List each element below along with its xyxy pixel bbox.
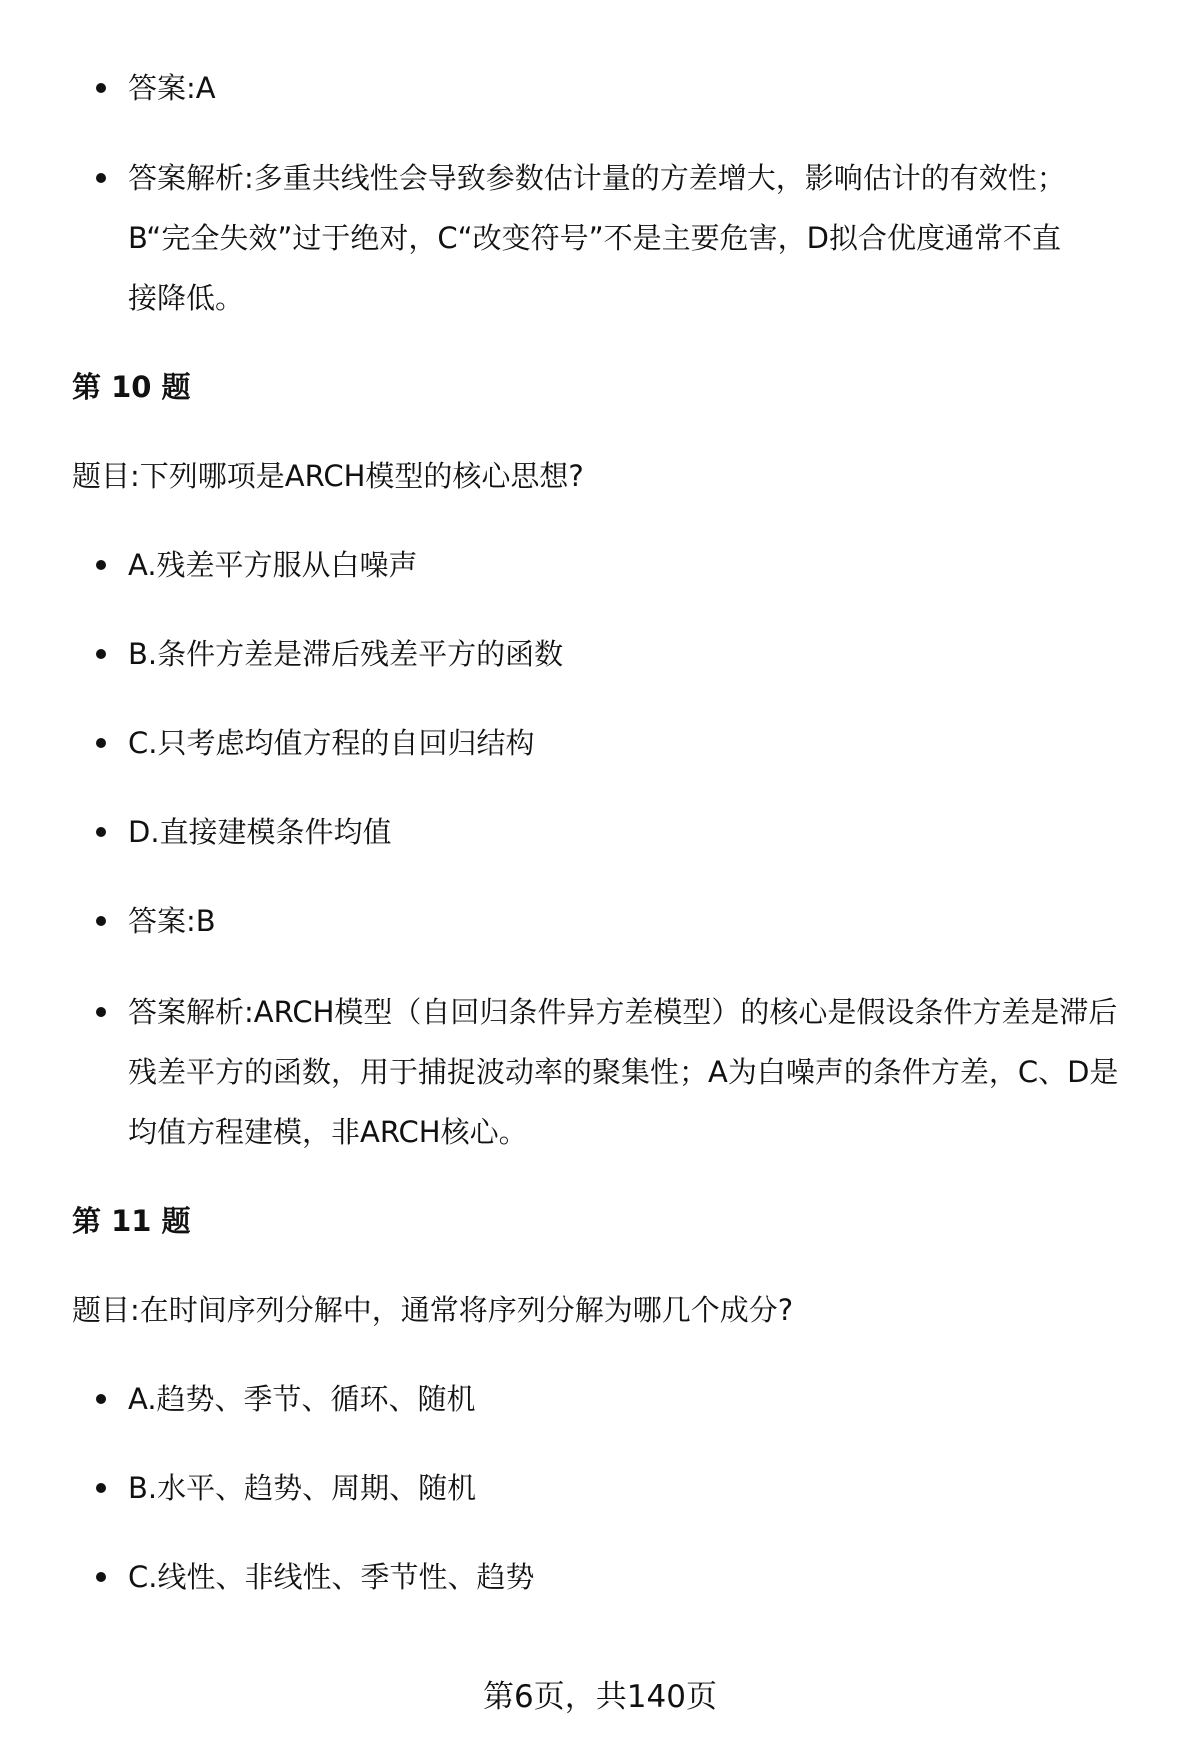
bullet-icon xyxy=(96,1007,106,1017)
bullet-icon xyxy=(96,83,106,93)
q10-option-b xyxy=(96,624,1156,684)
q10-option-c xyxy=(96,713,1156,773)
bullet-icon xyxy=(96,738,106,748)
prev-answer-item xyxy=(96,58,1156,118)
question-10-text: 题目:下列哪项是ARCH模型的核心思想? xyxy=(72,459,584,493)
option-text: A.趋势、季节、循环、随机 xyxy=(128,1382,476,1416)
bullet-icon xyxy=(96,173,106,183)
q11-option-a xyxy=(96,1369,1156,1429)
bullet-icon xyxy=(96,1394,106,1404)
option-text: B.条件方差是滞后残差平方的函数 xyxy=(128,637,564,671)
prev-explanation-line-3: 接降低。 xyxy=(128,281,245,315)
q10-option-d xyxy=(96,802,1156,862)
prev-explanation-item xyxy=(96,148,1156,328)
q11-option-c xyxy=(96,1547,1156,1607)
bullet-icon xyxy=(96,649,106,659)
q10-answer-item xyxy=(96,891,1156,951)
bullet-icon xyxy=(96,827,106,837)
question-10-heading: 第 10 题 xyxy=(72,370,191,404)
bullet-icon xyxy=(96,916,106,926)
q10-answer-text: 答案:B xyxy=(128,904,216,938)
page-number-footer: 第6页，共140页 xyxy=(483,1679,717,1715)
option-text: C.线性、非线性、季节性、趋势 xyxy=(128,1560,535,1594)
prev-answer-text: 答案:A xyxy=(128,71,216,105)
q10-explanation-item xyxy=(96,982,1156,1162)
prev-explanation-line-1: 答案解析:多重共线性会导致参数估计量的方差增大，影响估计的有效性； xyxy=(128,161,1066,195)
q10-explanation-line-3: 均值方程建模，非ARCH核心。 xyxy=(128,1115,528,1149)
option-text: D.直接建模条件均值 xyxy=(128,815,392,849)
q11-option-b xyxy=(96,1458,1156,1518)
q10-explanation-line-2: 残差平方的函数，用于捕捉波动率的聚集性；A为白噪声的条件方差，C、D是 xyxy=(128,1055,1119,1089)
q10-explanation-line-1: 答案解析:ARCH模型（自回归条件异方差模型）的核心是假设条件方差是滞后 xyxy=(128,995,1118,1029)
option-text: B.水平、趋势、周期、随机 xyxy=(128,1471,477,1505)
question-11-heading: 第 11 题 xyxy=(72,1204,191,1238)
prev-explanation-line-2: B“完全失效”过于绝对，C“改变符号”不是主要危害，D拟合优度通常不直 xyxy=(128,221,1061,255)
q10-option-a xyxy=(96,535,1156,595)
bullet-icon xyxy=(96,1572,106,1582)
bullet-icon xyxy=(96,560,106,570)
bullet-icon xyxy=(96,1483,106,1493)
question-11-text: 题目:在时间序列分解中，通常将序列分解为哪几个成分? xyxy=(72,1293,794,1327)
option-text: A.残差平方服从白噪声 xyxy=(128,548,418,582)
option-text: C.只考虑均值方程的自回归结构 xyxy=(128,726,535,760)
